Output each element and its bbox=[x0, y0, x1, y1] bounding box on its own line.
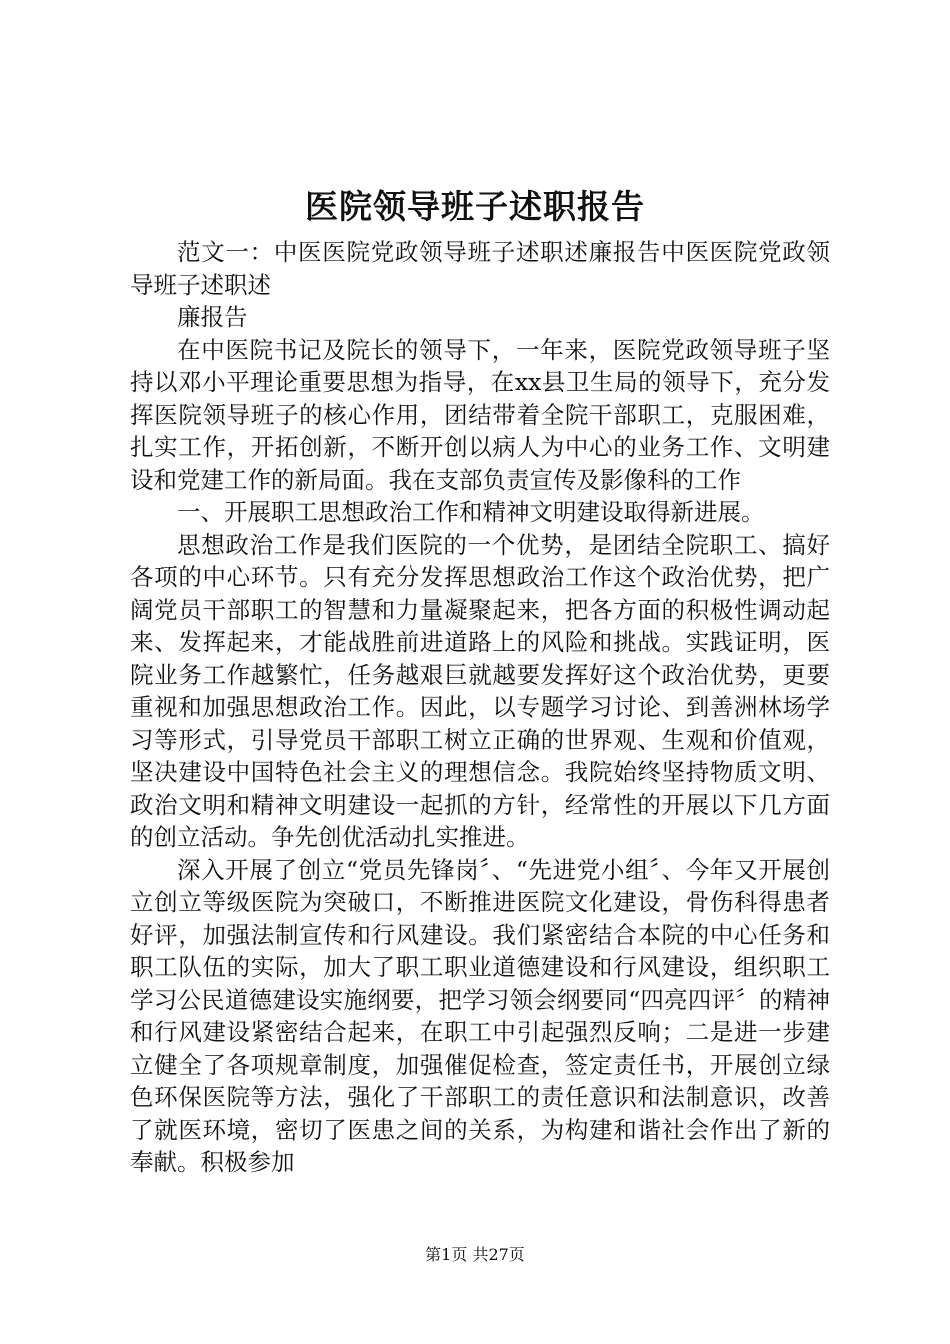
document-title: 医院领导班子述职报告 bbox=[305, 187, 645, 226]
page-number-footer: 第1页 共27页 bbox=[425, 1245, 525, 1264]
paragraph-1: 范文一：中医医院党政领导班子述职述廉报告中医医院党政领导班子述职述 bbox=[130, 238, 830, 299]
paragraph-2: 廉报告 bbox=[177, 303, 248, 331]
paragraph-4: 一、开展职工思想政治工作和精神文明建设取得新进展。 bbox=[177, 498, 765, 526]
paragraph-6: 深入开展了创立“党员先锋岗〞、“先进党小组〞、今年又开展创立创立等级医院为突破口，不断推进医院文化建设，骨伤科得患者好评，加强法制宣传和行风建设。我们紧密结合本院的中心任务和职工队伍的实际，加大了职工职业道德建设和行风建设，组织职工学习公民道德建设实施纲要，把学习领会纲要同“四亮四评〞的精神和行风建设紧密结合起来，在职工中引起强烈反响；二是进一步建立健全了各项规章制度，加强催促检查，签定责任书，开展创立绿色环保医院等方法，强化了干部职工的责任意识和法制意识，改善了就医环境，密切了医患之间的关系，为构建和谐社会作出了新的奉献。积极参加 bbox=[130, 855, 830, 1176]
document-body bbox=[130, 236, 830, 1179]
paragraph-3: 在中医院书记及院长的领导下，一年来，医院党政领导班子坚持以邓小平理论重要思想为指导，在xx县卫生局的领导下，充分发挥医院领导班子的核心作用，团结带着全院干部职工，克服困难，扎实工作，开拓创新，不断开创以病人为中心的业务工作、文明建设和党建工作的新局面。我在支部负责宣传及影像科的工作 bbox=[130, 335, 830, 494]
paragraph-5: 思想政治工作是我们医院的一个优势，是团结全院职工、搞好各项的中心环节。只有充分发挥思想政治工作这个政治优势，把广阔党员干部职工的智慧和力量凝聚起来，把各方面的积极性调动起来、发挥起来，才能战胜前进道路上的风险和挑战。实践证明，医院业务工作越繁忙，任务越艰巨就越要发挥好这个政治优势，更要重视和加强思想政治工作。因此，以专题学习讨论、到善洲林场学习等形式，引导党员干部职工树立正确的世界观、生观和价值观，坚决建设中国特色社会主义的理想信念。我院始终坚持物质文明、政治文明和精神文明建设一起抓的方针，经常性的开展以下几方面的创立活动。争先创优活动扎实推进。 bbox=[130, 530, 830, 851]
